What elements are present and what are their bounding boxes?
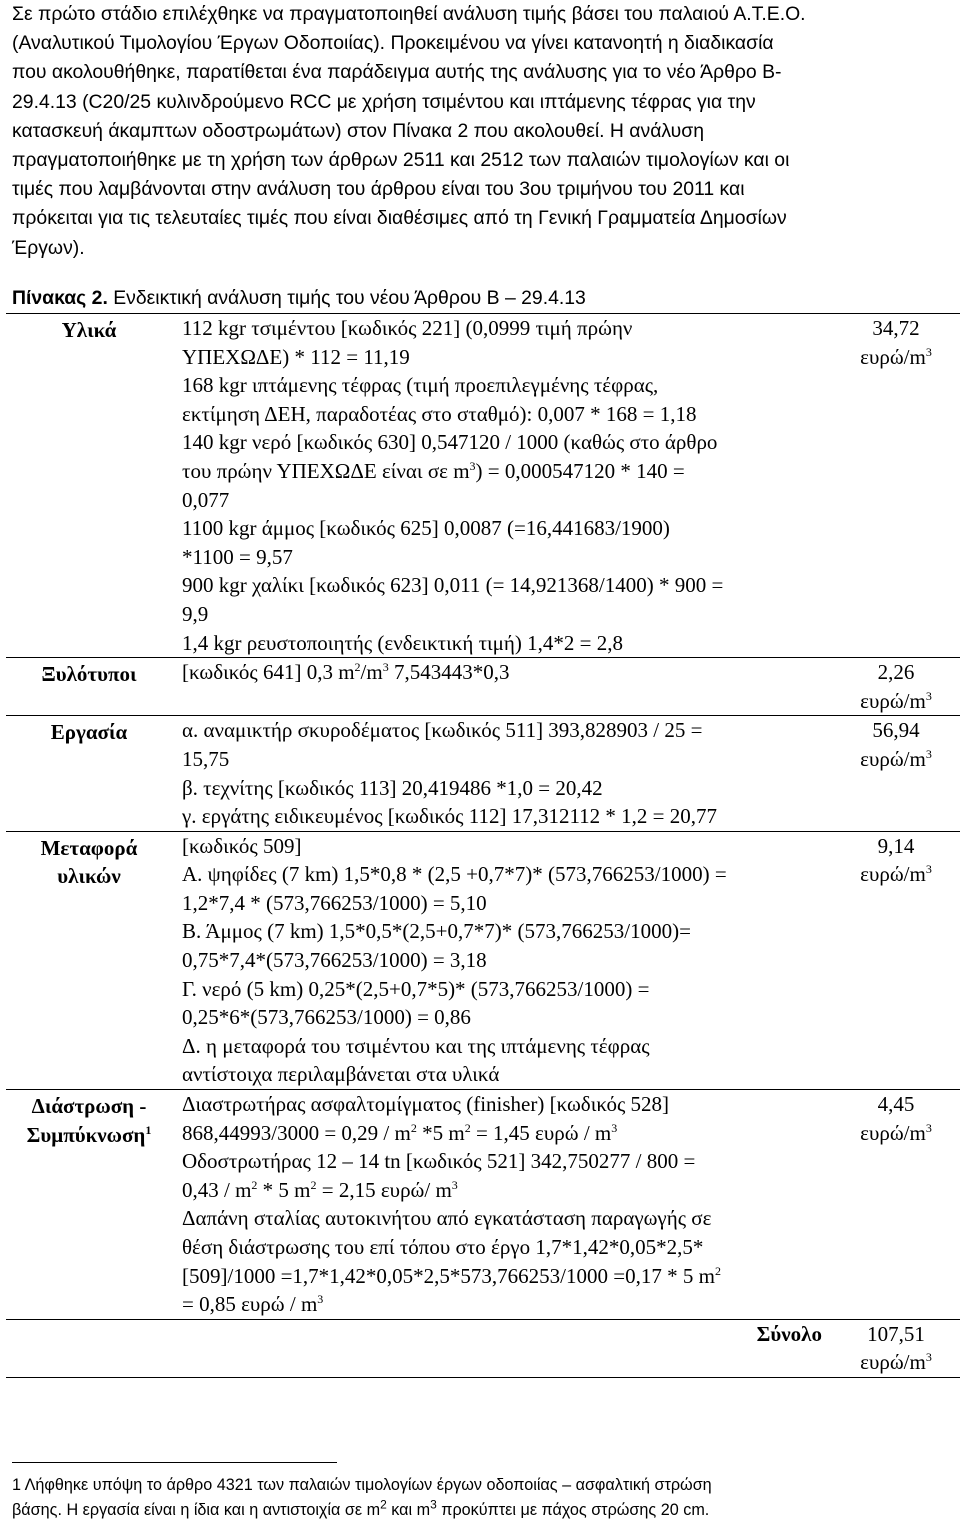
row-label: Υλικά [61,318,117,342]
detail-line: 1,2*7,4 * (573,766253/1000) = 5,10 [182,890,487,915]
detail-line: 168 kgr ιπτάμενης τέφρας (τιμή προεπιλεγμένης τέφρας, [182,373,659,398]
row-label: Εργασία [50,720,128,745]
intro-line: που ακολουθήθηκε, παρατίθεται ένα παράδειγμα αυτής της ανάλυσης για το νέο Άρθρο Β- [12,61,782,84]
detail-line: θέση διάστρωσης του επί τόπου στο έργο 1,7*1,42*0,05*2,5* [182,1235,704,1259]
table-row-total [6,1319,960,1377]
intro-paragraph [12,0,952,263]
total-label: Σύνολο [756,1321,822,1346]
detail-line: *1100 = 9,57 [182,544,293,569]
footnote-line: 1 Λήφθηκε υπόψη το άρθρο 4321 των παλαιών τιμολογίων έργων οδοποιίας – ασφαλτική στρώση [12,1476,712,1494]
detail-line: α. αναμικτήρ σκυροδέματος [κωδικός 511] 393,828903 / 25 = [182,718,703,743]
row-cost [828,658,960,716]
row-details [172,1090,828,1320]
row-label: Διάστρωση - Συμπύκνωση$^1$ [26,1094,152,1147]
total-cost [828,1319,960,1377]
detail-line: 112 kgr τσιμέντου [κωδικός 221] (0,0999 τιμή πρώην [182,316,633,340]
detail-line: του πρώην ΥΠΕΧΩΔΕ είναι σε $m^3) = 0,000547120 * 140$ = [182,458,685,483]
intro-line: πραγματοποιήθηκε με τη χρήση των άρθρων 2511 και 2512 των παλαιών τιμολογίων και οι [12,148,790,171]
cost-unit: ευρώ/$m^3$ [860,688,932,713]
row-label: Μεταφορά υλικών [40,835,138,889]
table-caption [12,284,586,312]
detail-line: [κωδικός 509] [182,833,302,858]
intro-line: τιμές που λαμβάνονται στην ανάλυση του άρθρου είναι του 3ου τριμήνου του 2011 και [12,178,745,201]
row-details [172,716,828,831]
detail-line: ΥΠΕΧΩΔΕ) * 112 = 11,19 [182,344,410,369]
row-details [172,831,828,1089]
detail-line: 140 kgr νερό [κωδικός 630] 0,547120 / 1000 (καθώς στο άρθρο [182,430,718,455]
detail-line: Γ. νερό (5 km) 0,25*(2,5+0,7*5)* (573,766253/1000) = [182,976,650,1001]
detail-line: β. τεχνίτης [κωδικός 113] 20,419486 *1,0 = 20,42 [182,775,603,800]
intro-line: Σε πρώτο στάδιο επιλέχθηκε να πραγματοποιηθεί ανάλυση τιμής βάσει του παλαιού Α.Τ.Ε.Ο. [12,3,806,25]
cost-unit: ευρώ/$m^3$ [860,1350,932,1375]
intro-line: 29.4.13 (C20/25 κυλινδρούμενο RCC με χρήση τσιμέντου και ιπτάμενης τέφρας για την [12,90,756,113]
cost-value: 9,14 [877,833,915,858]
intro-line: (Αναλυτικού Τιμολογίου Έργων Οδοποιίας). Προκειμένου να γίνει κατανοητή η διαδικασία [12,32,774,55]
row-label: Ξυλότυποι [41,662,137,687]
row-cost [828,1090,960,1320]
table-row-materials [6,314,960,658]
intro-line: Έργων). [12,236,85,259]
table-row-transport [6,831,960,1089]
detail-line: 0,25*6*(573,766253/1000) = 0,86 [182,1005,471,1030]
cost-unit: ευρώ/$m^3$ [860,1120,932,1145]
intro-line: κατασκευή άκαμπτων οδοστρωμάτων) στον Πίνακα 2 που ακολουθεί. Η ανάλυση [12,119,705,142]
price-analysis-table [6,313,960,1378]
detail-line: 1100 kgr άμμος [κωδικός 625] 0,0087 (=16,441683/1900) [182,516,670,541]
detail-line: 1,4 kgr ρευστοποιητής (ενδεικτική τιμή) 1,4*2 = 2,8 [182,630,623,655]
cost-unit: ευρώ/$m^3$ [860,344,932,369]
table-caption-label: Πίνακας 2. [12,287,108,309]
row-cost [828,314,960,658]
table-row-labour [6,716,960,831]
detail-line: $0,43 / m^2 * 5$ $m^2 = 2,15$ ευρώ/ $m^3$ [182,1177,458,1202]
cost-unit: ευρώ/$m^3$ [860,862,932,887]
detail-line: Δ. η μεταφορά του τσιμέντου και της ιπτάμενης τέφρας [182,1033,650,1058]
cost-value: 56,94 [872,718,920,743]
detail-line: Α. ψηφίδες (7 km) 1,5*0,8 * (2,5 +0,7*7)* (573,766253/1000) = [182,862,727,887]
cost-value: 4,45 [877,1092,915,1117]
detail-line: [509]/1000 =1,7*1,42*0,05*2,5*573,766253/1000 =0,17 * 5 $m^2$ [182,1263,721,1288]
detail-line: $868,44993/3000 = 0,29 / m^2$ *5 $m^2 = 1,45$ ευρώ / $m^3$ [182,1120,618,1145]
detail-line: Διαστρωτήρας ασφαλτομίγματος (finisher) [κωδικός 528] [182,1092,670,1117]
table-row-formwork [6,658,960,716]
detail-line: Οδοστρωτήρας 12 – 14 tn [κωδικός 521] 342,750277 / 800 = [182,1149,696,1174]
detail-line: Δαπάνη σταλίας αυτοκινήτου από εγκατάσταση παραγωγής σε [182,1206,712,1231]
intro-line: πρόκειται για τις τελευταίες τιμές που είναι διαθέσιμες από τη Γενική Γραμματεία Δημοσίων [12,207,787,230]
detail-line: Β. Άμμος (7 km) 1,5*0,5*(2,5+0,7*7)* (573,766253/1000)= [182,919,691,944]
detail-line: [κωδικός 641] 0,3 $m^2/m^3$ 7,543443*0,3 [182,660,510,685]
detail-line: = 0,85 ευρώ / $m^3$ [182,1292,324,1317]
table-row-spreading [6,1090,960,1320]
footnote-separator [12,1462,337,1463]
cost-value: 107,51 [867,1321,925,1346]
row-details [172,658,828,716]
table-caption-text: Ενδεικτική ανάλυση τιμής του νέου Άρθρου Β – 29.4.13 [107,287,586,309]
cost-unit: ευρώ/$m^3$ [860,746,932,771]
row-cost [828,831,960,1089]
detail-line: 0,75*7,4*(573,766253/1000) = 3,18 [182,948,487,973]
cost-value: 2,26 [877,660,915,685]
footnote-line: βάσης. Η εργασία είναι η ίδια και η αντιστοιχία σε $m^2$ και $m^3$ προκύπτει με πάχος στρώσης 20 cm. [12,1497,710,1519]
detail-line: αντίστοιχα περιλαμβάνεται στα υλικά [182,1062,500,1087]
footnote [12,1473,952,1522]
detail-line: 0,077 [182,487,230,512]
detail-line: 15,75 [182,746,230,771]
detail-line: 900 kgr χαλίκι [κωδικός 623] 0,011 (= 14,921368/1400) * 900 = [182,573,724,598]
detail-line: γ. εργάτης ειδικευμένος [κωδικός 112] 17,312112 * 1,2 = 20,77 [182,804,718,829]
row-details [172,314,828,658]
detail-line: 9,9 [182,601,209,626]
detail-line: εκτίμηση ΔΕΗ, παραδοτέας στο σταθμό): 0,007 * 168 = 1,18 [182,401,697,426]
row-cost [828,716,960,831]
cost-value: 34,72 [872,316,920,340]
